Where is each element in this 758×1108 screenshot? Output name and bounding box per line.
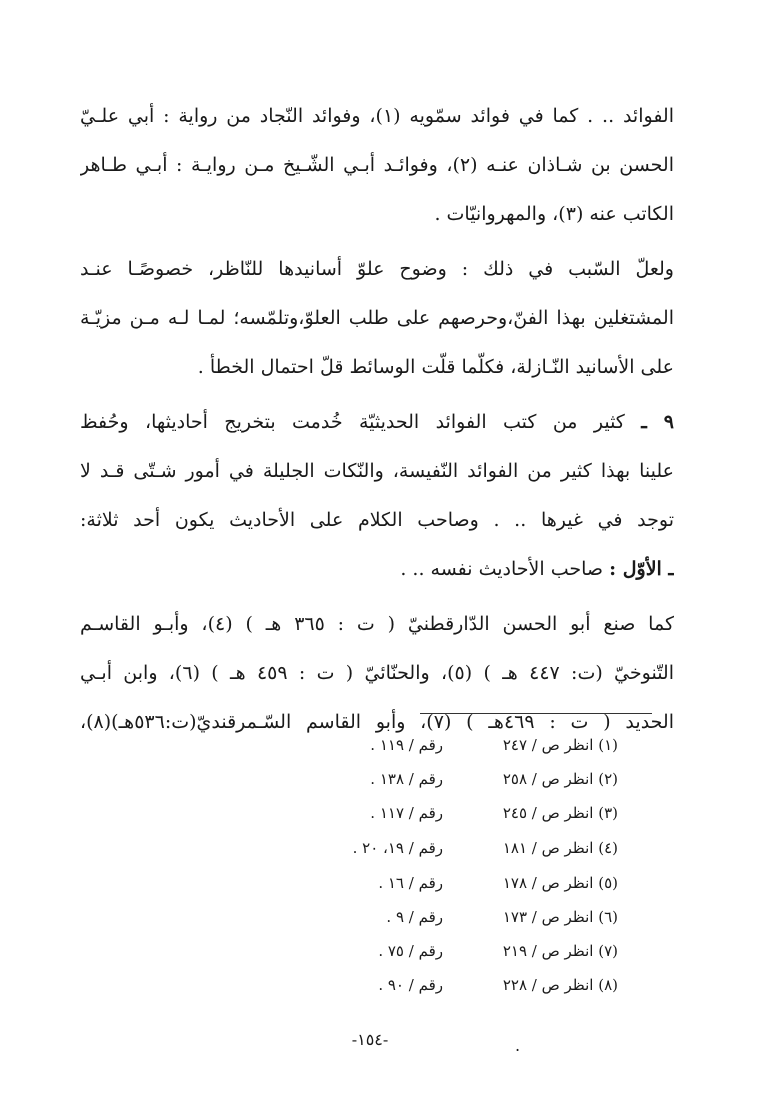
footnote-number: رقم / ١٣٨ . bbox=[370, 770, 443, 788]
text-line: توجد في غيرها .. . وصاحب الكلام على الأحاديث يكون أحد ثلاثة: bbox=[80, 509, 674, 531]
text-line: علينا بهذا كثير من الفوائد النّفيسة، والنّكات الجليلة في أمور شـتّى قـد لا bbox=[80, 460, 674, 482]
text-line-content: كثير من كتب الفوائد الحديثيّة خُدمت بتخريج أحاديثها، وحُفظ bbox=[80, 411, 625, 433]
footnote-ref: (٧) انظر ص / ٢١٩ bbox=[502, 942, 618, 960]
heading-prefix: ـ الأوّل : bbox=[609, 558, 674, 580]
footnote-item bbox=[158, 730, 618, 760]
footnote-ref: (٢) انظر ص / ٢٥٨ bbox=[502, 770, 618, 788]
footnote-number: رقم / ٧٥ . bbox=[378, 942, 443, 960]
footnote-item bbox=[158, 833, 618, 863]
text-line: ولعلّ السّبب في ذلك : وضوح علوّ أسانيدها للنّاظر، خصوصًـا عنـد bbox=[80, 258, 674, 280]
footnote-item bbox=[158, 764, 618, 794]
footnote-item bbox=[158, 902, 618, 932]
footnote-ref: (٨) انظر ص / ٢٢٨ bbox=[502, 976, 618, 994]
text-line: المشتغلين بهذا الفنّ،وحرصهم على طلب العلوّ،وتلمّسه؛ لمـا لـه مـن مزيّـة bbox=[80, 307, 674, 329]
footnote-number: رقم / ١٩، ٢٠ . bbox=[352, 839, 443, 857]
item-number: ٩ ـ bbox=[641, 411, 674, 433]
footnote-ref: (٤) انظر ص / ١٨١ bbox=[502, 839, 618, 857]
footnote-item bbox=[158, 970, 618, 1000]
text-line bbox=[80, 398, 674, 447]
footnote-number: رقم / ٩ . bbox=[386, 908, 443, 926]
section-heading bbox=[80, 545, 674, 594]
page-number: -١٥٤- bbox=[351, 1030, 389, 1049]
heading-text: صاحب الأحاديث نفسه .. . bbox=[400, 558, 604, 580]
footnote-ref: (١) انظر ص / ٢٤٧ bbox=[502, 736, 618, 754]
footnote-item bbox=[158, 798, 618, 828]
footnote-number: رقم / ١٦ . bbox=[378, 874, 443, 892]
footnote-item bbox=[158, 936, 618, 966]
footnote-number: رقم / ١١٩ . bbox=[370, 736, 443, 754]
footnote-item bbox=[158, 868, 618, 898]
footnote-ref: (٥) انظر ص / ١٧٨ bbox=[502, 874, 618, 892]
main-text bbox=[80, 92, 674, 747]
footnote-ref: (٣) انظر ص / ٢٤٥ bbox=[502, 804, 618, 822]
footnote-number: رقم / ١١٧ . bbox=[370, 804, 443, 822]
text-line: الحديد ( ت : ٤٦٩هـ ) (٧)، وأبو القاسم السّـمرقنديّ(ت:٥٣٦هـ)(٨)، bbox=[80, 711, 674, 733]
text-line: التّنوخيّ (ت: ٤٤٧ هـ ) (٥)، والحنّائيّ ( ت : ٤٥٩ هـ ) (٦)، وابن أبـي bbox=[80, 662, 674, 684]
footnote-number: رقم / ٩٠ . bbox=[378, 976, 443, 994]
footer-dot: . bbox=[515, 1036, 521, 1055]
text-line: الفوائد .. . كما في فوائد سمّويه (١)، وفوائد النّجاد من رواية : أبي علـيّ bbox=[80, 105, 674, 127]
text-line: كما صنع أبو الحسن الدّارقطنيّ ( ت : ٣٦٥ هـ ) (٤)، وأبـو القاسـم bbox=[80, 613, 674, 635]
text-line: الحسن بن شـاذان عنـه (٢)، وفوائـد أبـي الشّـيخ مـن روايـة : أبـي طـاهر bbox=[80, 154, 674, 176]
footnote-divider bbox=[420, 713, 652, 714]
footnote-ref: (٦) انظر ص / ١٧٣ bbox=[502, 908, 618, 926]
text-line: على الأسانيد النّـازلة، فكلّما قلّت الوسائط قلّ احتمال الخطأ . bbox=[197, 356, 674, 378]
text-line: الكاتب عنه (٣)، والمهروانيّات . bbox=[434, 203, 674, 225]
